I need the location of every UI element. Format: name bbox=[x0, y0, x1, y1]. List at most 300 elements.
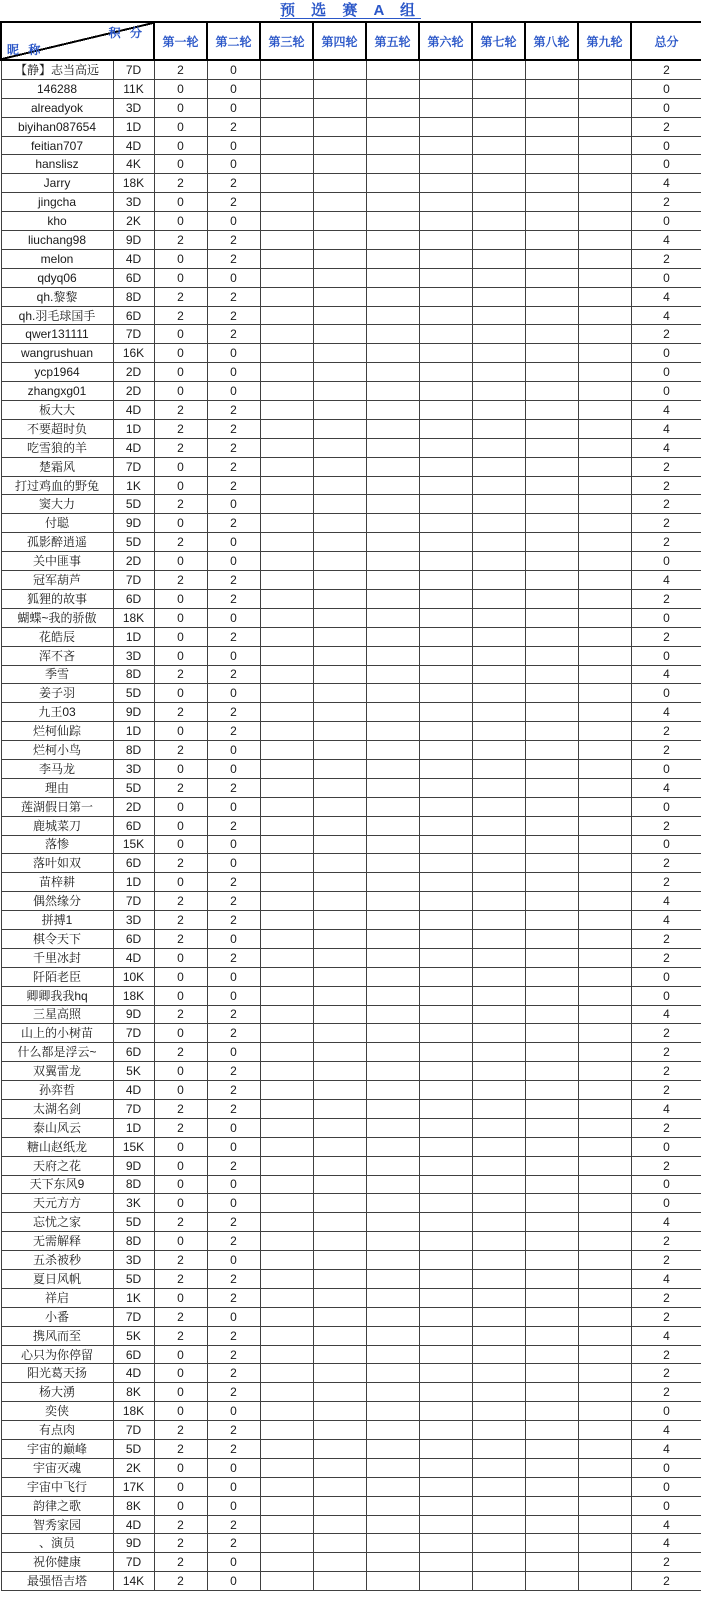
points-cell: 3D bbox=[113, 1251, 154, 1270]
round-3-cell bbox=[260, 249, 313, 268]
total-cell: 2 bbox=[631, 741, 701, 760]
player-name-cell: 夏日风帆 bbox=[1, 1270, 113, 1289]
table-row bbox=[1, 854, 701, 873]
round-7-cell bbox=[472, 1458, 525, 1477]
round-1-cell: 0 bbox=[154, 136, 207, 155]
player-name-cell: ycp1964 bbox=[1, 363, 113, 382]
round-6-cell bbox=[419, 589, 472, 608]
round-6-cell bbox=[419, 1383, 472, 1402]
round-2-cell: 2 bbox=[207, 287, 260, 306]
table-row bbox=[1, 571, 701, 590]
player-name-cell: 泰山风云 bbox=[1, 1118, 113, 1137]
round-1-cell: 0 bbox=[154, 457, 207, 476]
player-name-cell: 偶然缘分 bbox=[1, 892, 113, 911]
total-cell: 2 bbox=[631, 854, 701, 873]
round-1-cell: 0 bbox=[154, 608, 207, 627]
round-7-cell bbox=[472, 589, 525, 608]
player-name-cell: 阡陌老臣 bbox=[1, 967, 113, 986]
round-2-cell: 2 bbox=[207, 306, 260, 325]
total-cell: 0 bbox=[631, 835, 701, 854]
round-2-cell: 0 bbox=[207, 79, 260, 98]
round-3-cell bbox=[260, 741, 313, 760]
round-8-cell bbox=[525, 778, 578, 797]
round-3-cell bbox=[260, 117, 313, 136]
player-name-cell: 智秀家园 bbox=[1, 1515, 113, 1534]
round-5-cell bbox=[366, 287, 419, 306]
total-cell: 0 bbox=[631, 212, 701, 231]
round-9-cell bbox=[578, 571, 631, 590]
round-5-cell bbox=[366, 646, 419, 665]
round-2-cell: 0 bbox=[207, 136, 260, 155]
table-row bbox=[1, 1137, 701, 1156]
round-2-cell: 2 bbox=[207, 816, 260, 835]
points-cell: 3K bbox=[113, 1194, 154, 1213]
player-name-cell: qdyq06 bbox=[1, 268, 113, 287]
round-8-header: 第八轮 bbox=[525, 22, 578, 60]
total-cell: 0 bbox=[631, 155, 701, 174]
points-cell: 5D bbox=[113, 495, 154, 514]
round-8-cell bbox=[525, 1534, 578, 1553]
round-1-cell: 0 bbox=[154, 98, 207, 117]
points-cell: 1D bbox=[113, 117, 154, 136]
round-1-cell: 0 bbox=[154, 1024, 207, 1043]
round-6-cell bbox=[419, 703, 472, 722]
round-9-cell bbox=[578, 1345, 631, 1364]
round-4-cell bbox=[313, 1232, 366, 1251]
round-5-cell bbox=[366, 684, 419, 703]
round-3-cell bbox=[260, 986, 313, 1005]
round-2-cell: 0 bbox=[207, 1402, 260, 1421]
round-6-cell bbox=[419, 457, 472, 476]
round-5-cell bbox=[366, 589, 419, 608]
player-name-cell: 九王03 bbox=[1, 703, 113, 722]
table-row bbox=[1, 174, 701, 193]
round-1-cell: 2 bbox=[154, 1118, 207, 1137]
round-5-cell bbox=[366, 1402, 419, 1421]
round-6-cell bbox=[419, 1288, 472, 1307]
table-row bbox=[1, 344, 701, 363]
round-1-cell: 2 bbox=[154, 1440, 207, 1459]
round-5-cell bbox=[366, 98, 419, 117]
table-row bbox=[1, 722, 701, 741]
table-row bbox=[1, 778, 701, 797]
round-4-cell bbox=[313, 363, 366, 382]
player-name-cell: 杨大湧 bbox=[1, 1383, 113, 1402]
total-cell: 2 bbox=[631, 117, 701, 136]
player-name-cell: 天下东风9 bbox=[1, 1175, 113, 1194]
round-5-cell bbox=[366, 1024, 419, 1043]
round-7-cell bbox=[472, 929, 525, 948]
round-3-cell bbox=[260, 854, 313, 873]
points-cell: 8K bbox=[113, 1383, 154, 1402]
round-1-cell: 0 bbox=[154, 79, 207, 98]
round-5-cell bbox=[366, 117, 419, 136]
round-2-cell: 0 bbox=[207, 533, 260, 552]
round-3-cell bbox=[260, 1534, 313, 1553]
points-cell: 4D bbox=[113, 948, 154, 967]
round-4-cell bbox=[313, 287, 366, 306]
table-row bbox=[1, 1326, 701, 1345]
round-1-cell: 0 bbox=[154, 873, 207, 892]
round-9-cell bbox=[578, 684, 631, 703]
round-2-cell: 2 bbox=[207, 419, 260, 438]
round-3-cell bbox=[260, 1288, 313, 1307]
player-name-cell: 窦大力 bbox=[1, 495, 113, 514]
round-6-cell bbox=[419, 816, 472, 835]
round-5-cell bbox=[366, 1421, 419, 1440]
round-3-cell bbox=[260, 325, 313, 344]
round-6-cell bbox=[419, 1458, 472, 1477]
points-cell: 4D bbox=[113, 438, 154, 457]
round-5-cell bbox=[366, 1175, 419, 1194]
points-cell: 8K bbox=[113, 1496, 154, 1515]
round-7-cell bbox=[472, 778, 525, 797]
table-row bbox=[1, 1194, 701, 1213]
points-cell: 8D bbox=[113, 1175, 154, 1194]
round-6-cell bbox=[419, 646, 472, 665]
round-5-cell bbox=[366, 1477, 419, 1496]
round-6-cell bbox=[419, 778, 472, 797]
round-8-cell bbox=[525, 722, 578, 741]
player-name-cell: Jarry bbox=[1, 174, 113, 193]
table-row bbox=[1, 986, 701, 1005]
total-cell: 2 bbox=[631, 514, 701, 533]
round-1-cell: 2 bbox=[154, 703, 207, 722]
round-6-cell bbox=[419, 759, 472, 778]
round-2-cell: 0 bbox=[207, 986, 260, 1005]
round-7-cell bbox=[472, 1326, 525, 1345]
round-2-cell: 0 bbox=[207, 854, 260, 873]
round-9-cell bbox=[578, 552, 631, 571]
points-cell: 1D bbox=[113, 873, 154, 892]
table-row bbox=[1, 967, 701, 986]
round-9-cell bbox=[578, 401, 631, 420]
table-row bbox=[1, 1043, 701, 1062]
player-name-cell: 板大大 bbox=[1, 401, 113, 420]
round-5-cell bbox=[366, 1213, 419, 1232]
round-3-cell bbox=[260, 1345, 313, 1364]
round-6-cell bbox=[419, 967, 472, 986]
round-9-cell bbox=[578, 1194, 631, 1213]
points-cell: 1K bbox=[113, 476, 154, 495]
round-5-cell bbox=[366, 212, 419, 231]
round-4-cell bbox=[313, 1137, 366, 1156]
player-name-cell: 冠军葫芦 bbox=[1, 571, 113, 590]
round-9-cell bbox=[578, 457, 631, 476]
round-9-cell bbox=[578, 1383, 631, 1402]
round-2-cell: 2 bbox=[207, 1421, 260, 1440]
round-7-cell bbox=[472, 533, 525, 552]
table-row bbox=[1, 1156, 701, 1175]
round-8-cell bbox=[525, 1307, 578, 1326]
round-6-cell bbox=[419, 193, 472, 212]
total-cell: 0 bbox=[631, 552, 701, 571]
round-2-cell: 0 bbox=[207, 212, 260, 231]
round-9-cell bbox=[578, 665, 631, 684]
table-row bbox=[1, 193, 701, 212]
table-row bbox=[1, 1081, 701, 1100]
round-6-cell bbox=[419, 684, 472, 703]
round-8-cell bbox=[525, 98, 578, 117]
round-5-cell bbox=[366, 1515, 419, 1534]
round-2-cell: 0 bbox=[207, 797, 260, 816]
round-8-cell bbox=[525, 1118, 578, 1137]
round-4-cell bbox=[313, 1175, 366, 1194]
round-8-cell bbox=[525, 212, 578, 231]
round-3-cell bbox=[260, 514, 313, 533]
round-8-cell bbox=[525, 1440, 578, 1459]
round-7-cell bbox=[472, 571, 525, 590]
table-row bbox=[1, 816, 701, 835]
points-cell: 11K bbox=[113, 79, 154, 98]
round-3-cell bbox=[260, 1175, 313, 1194]
round-9-cell bbox=[578, 646, 631, 665]
round-3-cell bbox=[260, 268, 313, 287]
round-5-cell bbox=[366, 79, 419, 98]
table-row bbox=[1, 1496, 701, 1515]
round-2-cell: 0 bbox=[207, 552, 260, 571]
round-6-cell bbox=[419, 1421, 472, 1440]
round-3-cell bbox=[260, 911, 313, 930]
round-6-cell bbox=[419, 495, 472, 514]
round-9-cell bbox=[578, 287, 631, 306]
round-9-cell bbox=[578, 1024, 631, 1043]
total-cell: 0 bbox=[631, 986, 701, 1005]
round-8-cell bbox=[525, 1402, 578, 1421]
round-4-cell bbox=[313, 79, 366, 98]
round-5-cell bbox=[366, 325, 419, 344]
round-5-cell bbox=[366, 948, 419, 967]
round-3-cell bbox=[260, 948, 313, 967]
round-6-cell bbox=[419, 60, 472, 79]
total-cell: 4 bbox=[631, 231, 701, 250]
round-6-cell bbox=[419, 231, 472, 250]
round-8-cell bbox=[525, 1005, 578, 1024]
round-4-cell bbox=[313, 873, 366, 892]
total-cell: 4 bbox=[631, 703, 701, 722]
round-4-cell bbox=[313, 306, 366, 325]
round-4-cell bbox=[313, 1024, 366, 1043]
round-4-cell bbox=[313, 1288, 366, 1307]
total-cell: 2 bbox=[631, 627, 701, 646]
round-2-cell: 2 bbox=[207, 778, 260, 797]
points-cell: 2K bbox=[113, 212, 154, 231]
round-9-cell bbox=[578, 1081, 631, 1100]
round-9-cell bbox=[578, 1553, 631, 1572]
round-1-cell: 2 bbox=[154, 401, 207, 420]
round-2-cell: 2 bbox=[207, 1270, 260, 1289]
round-1-cell: 0 bbox=[154, 1402, 207, 1421]
round-1-cell: 2 bbox=[154, 929, 207, 948]
round-4-cell bbox=[313, 816, 366, 835]
round-7-cell bbox=[472, 1005, 525, 1024]
round-9-cell bbox=[578, 892, 631, 911]
table-row bbox=[1, 1175, 701, 1194]
round-6-cell bbox=[419, 1345, 472, 1364]
table-row bbox=[1, 797, 701, 816]
points-cell: 2D bbox=[113, 382, 154, 401]
points-cell: 5K bbox=[113, 1326, 154, 1345]
round-8-cell bbox=[525, 703, 578, 722]
round-9-cell bbox=[578, 249, 631, 268]
round-2-cell: 2 bbox=[207, 401, 260, 420]
round-2-cell: 0 bbox=[207, 382, 260, 401]
total-cell: 0 bbox=[631, 684, 701, 703]
round-2-cell: 2 bbox=[207, 1062, 260, 1081]
round-6-cell bbox=[419, 571, 472, 590]
round-6-cell bbox=[419, 249, 472, 268]
round-3-cell bbox=[260, 1081, 313, 1100]
round-1-cell: 0 bbox=[154, 1364, 207, 1383]
player-name-cell: 狐狸的故事 bbox=[1, 589, 113, 608]
player-name-cell: qh.黎黎 bbox=[1, 287, 113, 306]
round-5-cell bbox=[366, 1307, 419, 1326]
round-3-cell bbox=[260, 1043, 313, 1062]
round-4-cell bbox=[313, 1326, 366, 1345]
round-7-cell bbox=[472, 1270, 525, 1289]
round-6-cell bbox=[419, 1326, 472, 1345]
table-row bbox=[1, 1572, 701, 1591]
round-8-cell bbox=[525, 1572, 578, 1591]
table-row bbox=[1, 533, 701, 552]
round-8-cell bbox=[525, 1364, 578, 1383]
round-9-cell bbox=[578, 816, 631, 835]
round-8-cell bbox=[525, 571, 578, 590]
table-row bbox=[1, 363, 701, 382]
round-5-cell bbox=[366, 344, 419, 363]
round-5-cell bbox=[366, 722, 419, 741]
table-row bbox=[1, 892, 701, 911]
round-6-cell bbox=[419, 873, 472, 892]
round-1-cell: 0 bbox=[154, 193, 207, 212]
round-5-cell bbox=[366, 571, 419, 590]
round-9-cell bbox=[578, 741, 631, 760]
round-6-cell bbox=[419, 911, 472, 930]
round-9-cell bbox=[578, 1175, 631, 1194]
round-2-cell: 0 bbox=[207, 1477, 260, 1496]
round-2-cell: 0 bbox=[207, 1307, 260, 1326]
round-7-cell bbox=[472, 608, 525, 627]
round-8-cell bbox=[525, 1270, 578, 1289]
round-4-cell bbox=[313, 495, 366, 514]
round-9-cell bbox=[578, 231, 631, 250]
round-1-cell: 2 bbox=[154, 1534, 207, 1553]
round-9-cell bbox=[578, 419, 631, 438]
round-7-cell bbox=[472, 1440, 525, 1459]
player-name-cell: 鹿城菜刀 bbox=[1, 816, 113, 835]
round-2-cell: 0 bbox=[207, 684, 260, 703]
round-2-cell: 0 bbox=[207, 608, 260, 627]
round-8-cell bbox=[525, 797, 578, 816]
round-8-cell bbox=[525, 155, 578, 174]
round-6-cell bbox=[419, 1156, 472, 1175]
round-9-cell bbox=[578, 174, 631, 193]
round-5-cell bbox=[366, 929, 419, 948]
player-name-cell: 不要超时负 bbox=[1, 419, 113, 438]
round-1-cell: 0 bbox=[154, 1232, 207, 1251]
points-cell: 5K bbox=[113, 1062, 154, 1081]
round-4-cell bbox=[313, 419, 366, 438]
round-1-cell: 2 bbox=[154, 174, 207, 193]
table-row bbox=[1, 646, 701, 665]
points-cell: 18K bbox=[113, 174, 154, 193]
round-8-cell bbox=[525, 1232, 578, 1251]
round-7-cell bbox=[472, 967, 525, 986]
round-8-cell bbox=[525, 117, 578, 136]
round-5-cell bbox=[366, 1288, 419, 1307]
round-9-cell bbox=[578, 155, 631, 174]
total-cell: 2 bbox=[631, 816, 701, 835]
round-9-cell bbox=[578, 1307, 631, 1326]
table-row bbox=[1, 1364, 701, 1383]
table-row bbox=[1, 1515, 701, 1534]
total-cell: 2 bbox=[631, 1383, 701, 1402]
points-cell: 18K bbox=[113, 986, 154, 1005]
round-2-cell: 0 bbox=[207, 1175, 260, 1194]
round-9-cell bbox=[578, 1213, 631, 1232]
round-8-cell bbox=[525, 495, 578, 514]
page-title: 预 选 赛 A 组 bbox=[280, 2, 421, 19]
points-cell: 9D bbox=[113, 703, 154, 722]
round-9-cell bbox=[578, 1137, 631, 1156]
round-6-cell bbox=[419, 929, 472, 948]
player-name-cell: 小番 bbox=[1, 1307, 113, 1326]
round-1-cell: 2 bbox=[154, 892, 207, 911]
round-2-cell: 2 bbox=[207, 1364, 260, 1383]
round-6-cell bbox=[419, 212, 472, 231]
player-name-cell: zhangxg01 bbox=[1, 382, 113, 401]
round-7-cell bbox=[472, 1515, 525, 1534]
player-name-cell: liuchang98 bbox=[1, 231, 113, 250]
table-row bbox=[1, 703, 701, 722]
round-2-cell: 2 bbox=[207, 589, 260, 608]
round-3-cell bbox=[260, 193, 313, 212]
round-4-cell bbox=[313, 589, 366, 608]
round-8-cell bbox=[525, 1458, 578, 1477]
round-4-cell bbox=[313, 1496, 366, 1515]
round-3-cell bbox=[260, 136, 313, 155]
points-cell: 6D bbox=[113, 816, 154, 835]
total-cell: 0 bbox=[631, 797, 701, 816]
table-row bbox=[1, 212, 701, 231]
round-1-cell: 0 bbox=[154, 155, 207, 174]
round-1-cell: 0 bbox=[154, 1156, 207, 1175]
round-7-cell bbox=[472, 911, 525, 930]
total-cell: 4 bbox=[631, 1099, 701, 1118]
round-6-cell bbox=[419, 136, 472, 155]
player-name-cell: 双翼雷龙 bbox=[1, 1062, 113, 1081]
round-4-cell bbox=[313, 665, 366, 684]
table-row bbox=[1, 136, 701, 155]
round-7-cell bbox=[472, 344, 525, 363]
round-8-cell bbox=[525, 1496, 578, 1515]
points-cell: 17K bbox=[113, 1477, 154, 1496]
player-name-cell: 宇宙中飞行 bbox=[1, 1477, 113, 1496]
round-7-cell bbox=[472, 797, 525, 816]
round-3-cell bbox=[260, 1458, 313, 1477]
round-5-cell bbox=[366, 1572, 419, 1591]
round-8-cell bbox=[525, 684, 578, 703]
round-5-cell bbox=[366, 382, 419, 401]
table-row bbox=[1, 627, 701, 646]
round-2-cell: 2 bbox=[207, 948, 260, 967]
round-3-cell bbox=[260, 155, 313, 174]
round-1-cell: 0 bbox=[154, 967, 207, 986]
player-name-cell: 季雪 bbox=[1, 665, 113, 684]
total-cell: 2 bbox=[631, 1043, 701, 1062]
points-cell: 5D bbox=[113, 1213, 154, 1232]
round-3-cell bbox=[260, 684, 313, 703]
